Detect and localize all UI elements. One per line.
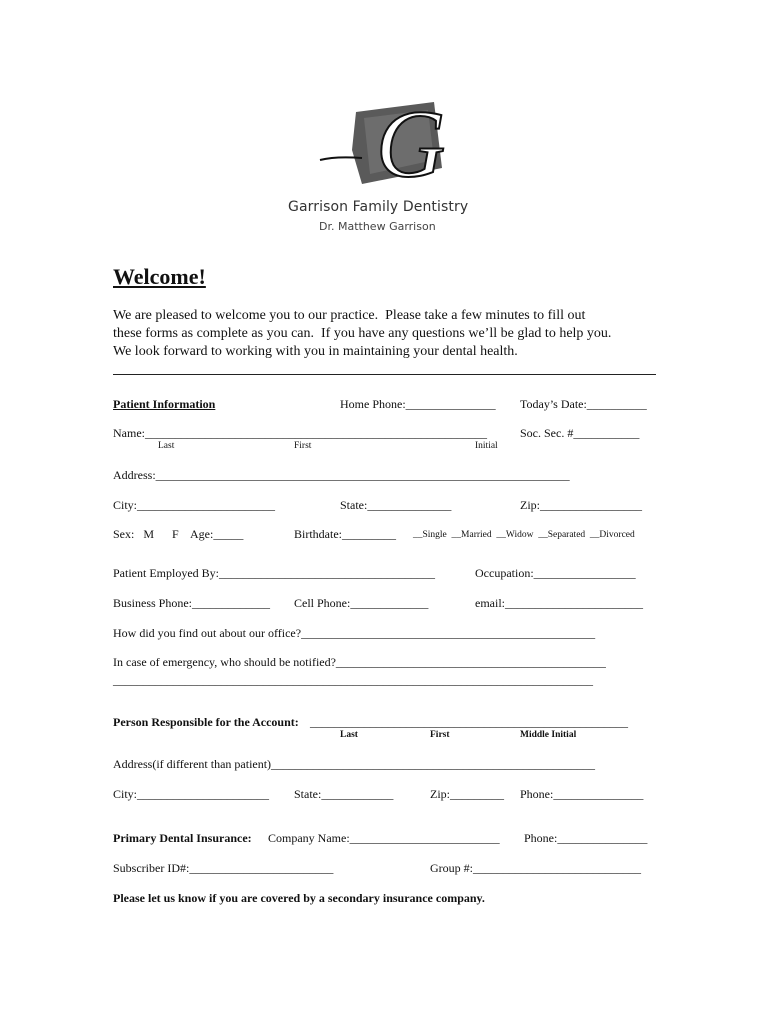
name-sub-first: First	[294, 441, 312, 451]
responsible-sub-middle: Middle Initial	[520, 730, 577, 740]
emergency-contact-line-2[interactable]: ________________________________________________________________________________	[113, 673, 593, 687]
todays-date-field[interactable]: Today’s Date:__________	[520, 397, 647, 411]
responsible-party-label: Person Responsible for the Account:	[113, 715, 299, 729]
name-sub-initial: Initial	[475, 441, 498, 451]
employer-field[interactable]: Patient Employed By:____________________________________	[113, 566, 435, 580]
welcome-line-2: these forms as complete as you can. If you have any questions we’ll be glad to help you.	[113, 326, 612, 341]
cell-phone-field[interactable]: Cell Phone:_____________	[294, 596, 429, 610]
insurance-label: Primary Dental Insurance:	[113, 831, 252, 845]
responsible-state-field[interactable]: State:____________	[294, 787, 394, 801]
subscriber-id-field[interactable]: Subscriber ID#:________________________	[113, 861, 334, 875]
email-field[interactable]: email:_______________________	[475, 596, 643, 610]
practice-name: Garrison Family Dentistry	[288, 199, 469, 215]
divider	[113, 374, 656, 375]
welcome-line-1: We are pleased to welcome you to our practice. Please take a few minutes to fill out	[113, 308, 586, 323]
state-field[interactable]: State:______________	[340, 498, 452, 512]
logo-letter: G	[376, 98, 446, 190]
responsible-phone-field[interactable]: Phone:_______________	[520, 787, 644, 801]
referral-source-field[interactable]: How did you find out about our office?_________________________________________________	[113, 626, 596, 640]
responsible-sub-first: First	[430, 730, 450, 740]
secondary-insurance-note: Please let us know if you are covered by a secondary insurance company.	[113, 891, 485, 905]
responsible-sub-last: Last	[340, 730, 358, 740]
sex-age-field[interactable]: Sex: M F Age:_____	[113, 527, 244, 541]
welcome-line-3: We look forward to working with you in maintaining your dental health.	[113, 344, 518, 359]
patient-info-heading: Patient Information	[113, 397, 216, 411]
doctor-name: Dr. Matthew Garrison	[319, 220, 436, 233]
responsible-zip-field[interactable]: Zip:_________	[430, 787, 504, 801]
birthdate-field[interactable]: Birthdate:_________	[294, 527, 396, 541]
name-sub-last: Last	[158, 441, 175, 451]
responsible-address-field[interactable]: Address(if different than patient)______________________________________________________	[113, 757, 596, 771]
business-phone-field[interactable]: Business Phone:_____________	[113, 596, 271, 610]
insurance-company-field[interactable]: Company Name:_________________________	[268, 831, 500, 845]
address-field[interactable]: Address:_____________________________________________________________________	[113, 468, 570, 482]
emergency-contact-field[interactable]: In case of emergency, who should be notified?_____________________________________________	[113, 655, 606, 669]
soc-sec-field[interactable]: Soc. Sec. #___________	[520, 426, 640, 440]
practice-logo	[316, 98, 446, 190]
home-phone-field[interactable]: Home Phone:_______________	[340, 397, 496, 411]
welcome-title: Welcome!	[113, 264, 206, 289]
zip-field[interactable]: Zip:_________________	[520, 498, 642, 512]
city-field[interactable]: City:_______________________	[113, 498, 276, 512]
marital-status-options[interactable]: __Single __Married __Widow __Separated __Divorced	[413, 530, 635, 540]
responsible-party-field[interactable]: _____________________________________________________	[310, 715, 628, 729]
insurance-phone-field[interactable]: Phone:_______________	[524, 831, 648, 845]
name-field[interactable]: Name:_________________________________________________________	[113, 426, 487, 440]
occupation-field[interactable]: Occupation:_________________	[475, 566, 636, 580]
responsible-city-field[interactable]: City:______________________	[113, 787, 270, 801]
group-number-field[interactable]: Group #:____________________________	[430, 861, 641, 875]
